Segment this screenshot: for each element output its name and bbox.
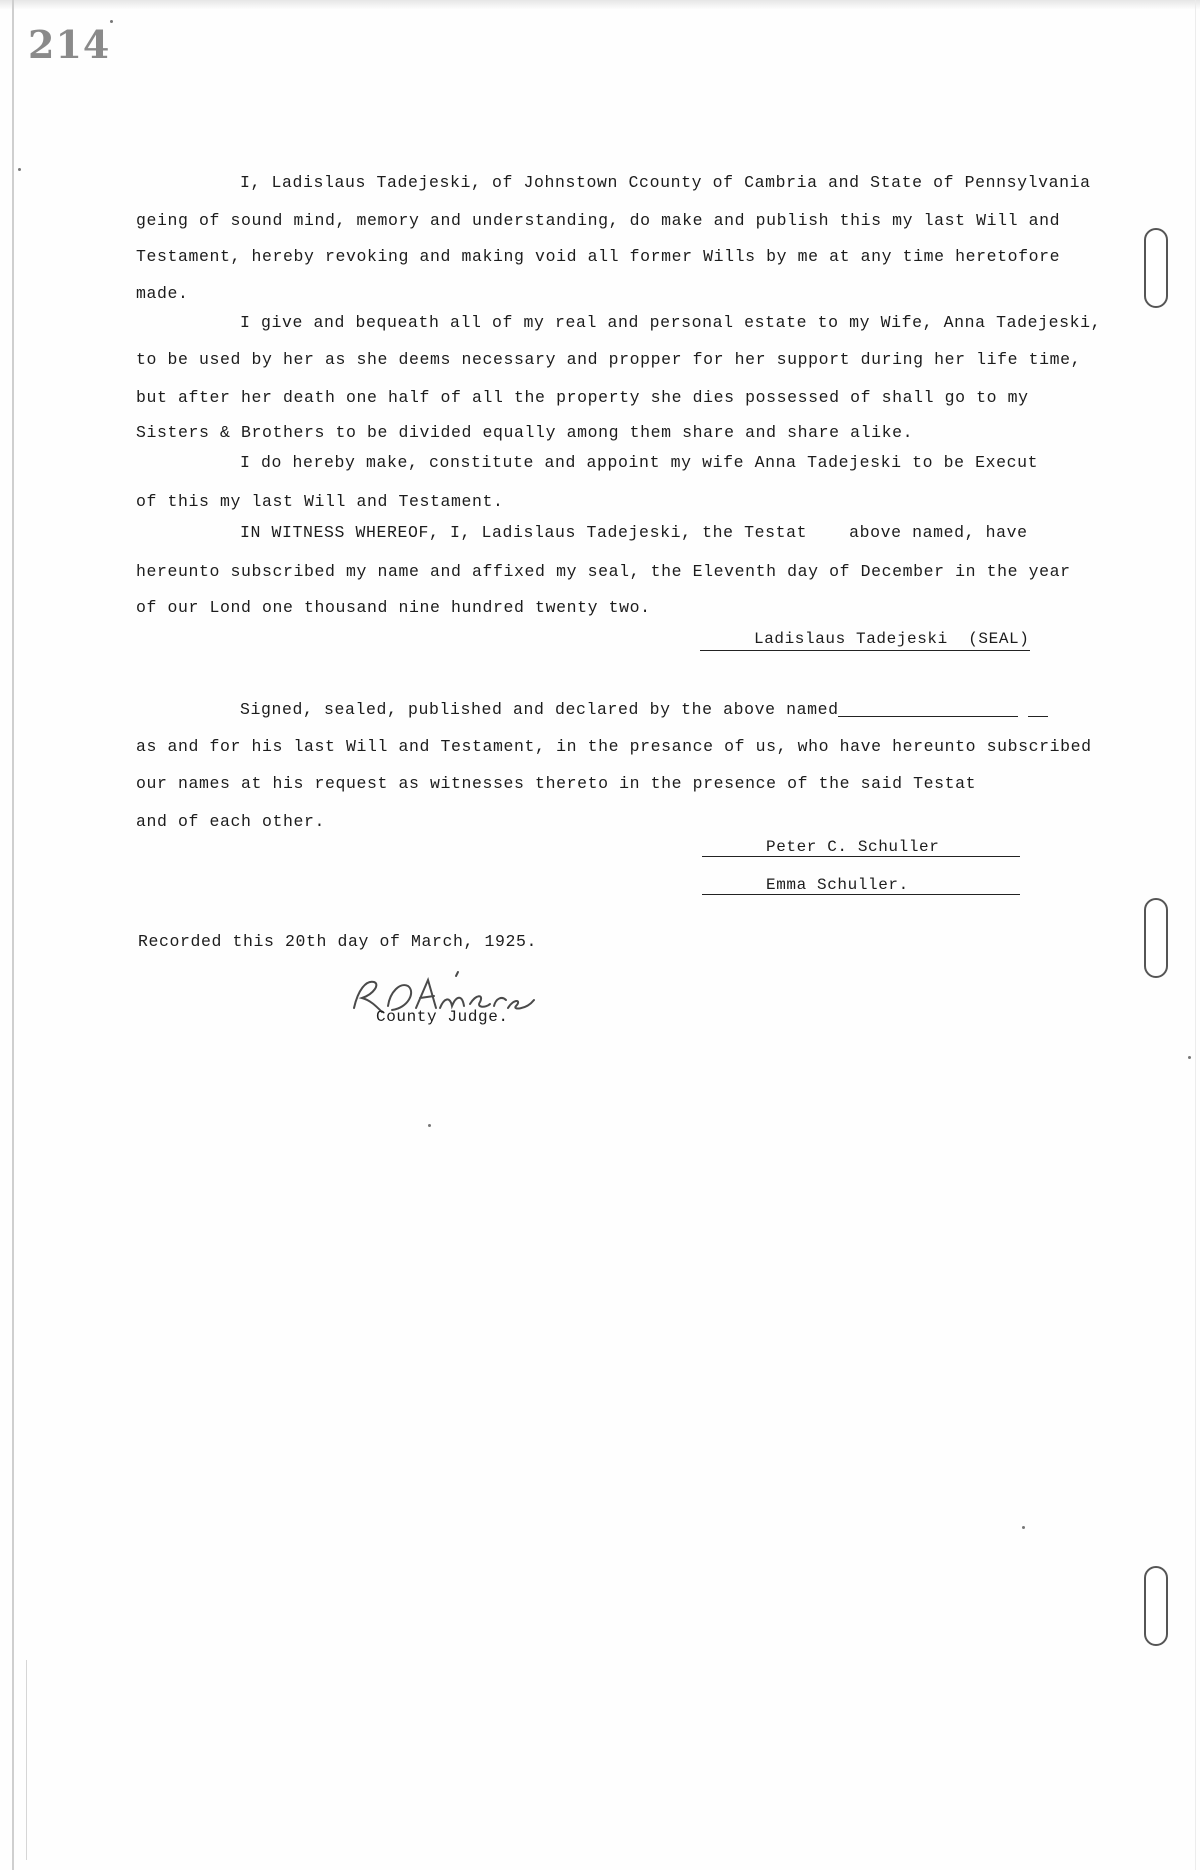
witness-signature-2: Emma Schuller.: [766, 876, 909, 894]
intro-line-2: geing of sound mind, memory and understanding, do make and publish this my last Will and: [136, 211, 1061, 230]
intro-line-4: made.: [136, 284, 189, 303]
attestation-line-3: our names at his request as witnesses thereto in the presence of the said Testat: [136, 774, 977, 793]
intro-line-1: I, Ladislaus Tadejeski, of Johnstown Ccounty of Cambria and State of Pennsylvania: [240, 173, 1091, 192]
attestation-line-2: as and for his last Will and Testament, in the presance of us, who have hereunto subscribed: [136, 737, 1092, 756]
bequest-line-4: Sisters & Brothers to be divided equally among them share and share alike.: [136, 423, 914, 442]
intro-line-3: Testament, hereby revoking and making void all former Wills by me at any time heretofore: [136, 247, 1061, 266]
attestation-blank-line: [838, 716, 1018, 717]
witness-signature-line-1: [702, 856, 1020, 857]
punch-hole-bottom: [1144, 1566, 1168, 1646]
punch-hole-top: [1144, 228, 1168, 308]
bequest-line-3: but after her death one half of all the property she dies possessed of shall go to my: [136, 388, 1029, 407]
bequest-line-1: I give and bequeath all of my real and personal estate to my Wife, Anna Tadejeski,: [240, 313, 1102, 332]
witness-line-3: of our Lond one thousand nine hundred twenty two.: [136, 598, 651, 617]
executor-line-1: I do hereby make, constitute and appoint my wife Anna Tadejeski to be Execut: [240, 453, 1039, 472]
witness-line-1: IN WITNESS WHEREOF, I, Ladislaus Tadejeski, the Testat above named, have: [240, 523, 1028, 542]
attestation-line-1: Signed, sealed, published and declared by the above named: [240, 700, 839, 719]
page-left-edge: [12, 0, 14, 1870]
witness-signature-line-2: [702, 894, 1020, 895]
attestation-line-4: and of each other.: [136, 812, 326, 831]
page-right-edge: [1195, 0, 1196, 1870]
testator-signature-line: [700, 650, 1030, 651]
testator-signature: Ladislaus Tadejeski (SEAL): [754, 630, 1030, 648]
page-left-inner-edge: [26, 1660, 27, 1860]
recorded-statement: Recorded this 20th day of March, 1925.: [138, 932, 538, 951]
judge-title: County Judge.: [376, 1008, 509, 1026]
witness-signature-1: Peter C. Schuller: [766, 838, 940, 856]
page-number: 214: [28, 22, 111, 67]
punch-hole-middle: [1144, 898, 1168, 978]
bequest-line-2: to be used by her as she deems necessary and propper for her support during her life time,: [136, 350, 1082, 369]
witness-line-2: hereunto subscribed my name and affixed my seal, the Eleventh day of December in the year: [136, 562, 1071, 581]
executor-line-2: of this my last Will and Testament.: [136, 492, 504, 511]
page-top-edge: [0, 0, 1200, 10]
attestation-blank-dash: [1028, 716, 1048, 717]
